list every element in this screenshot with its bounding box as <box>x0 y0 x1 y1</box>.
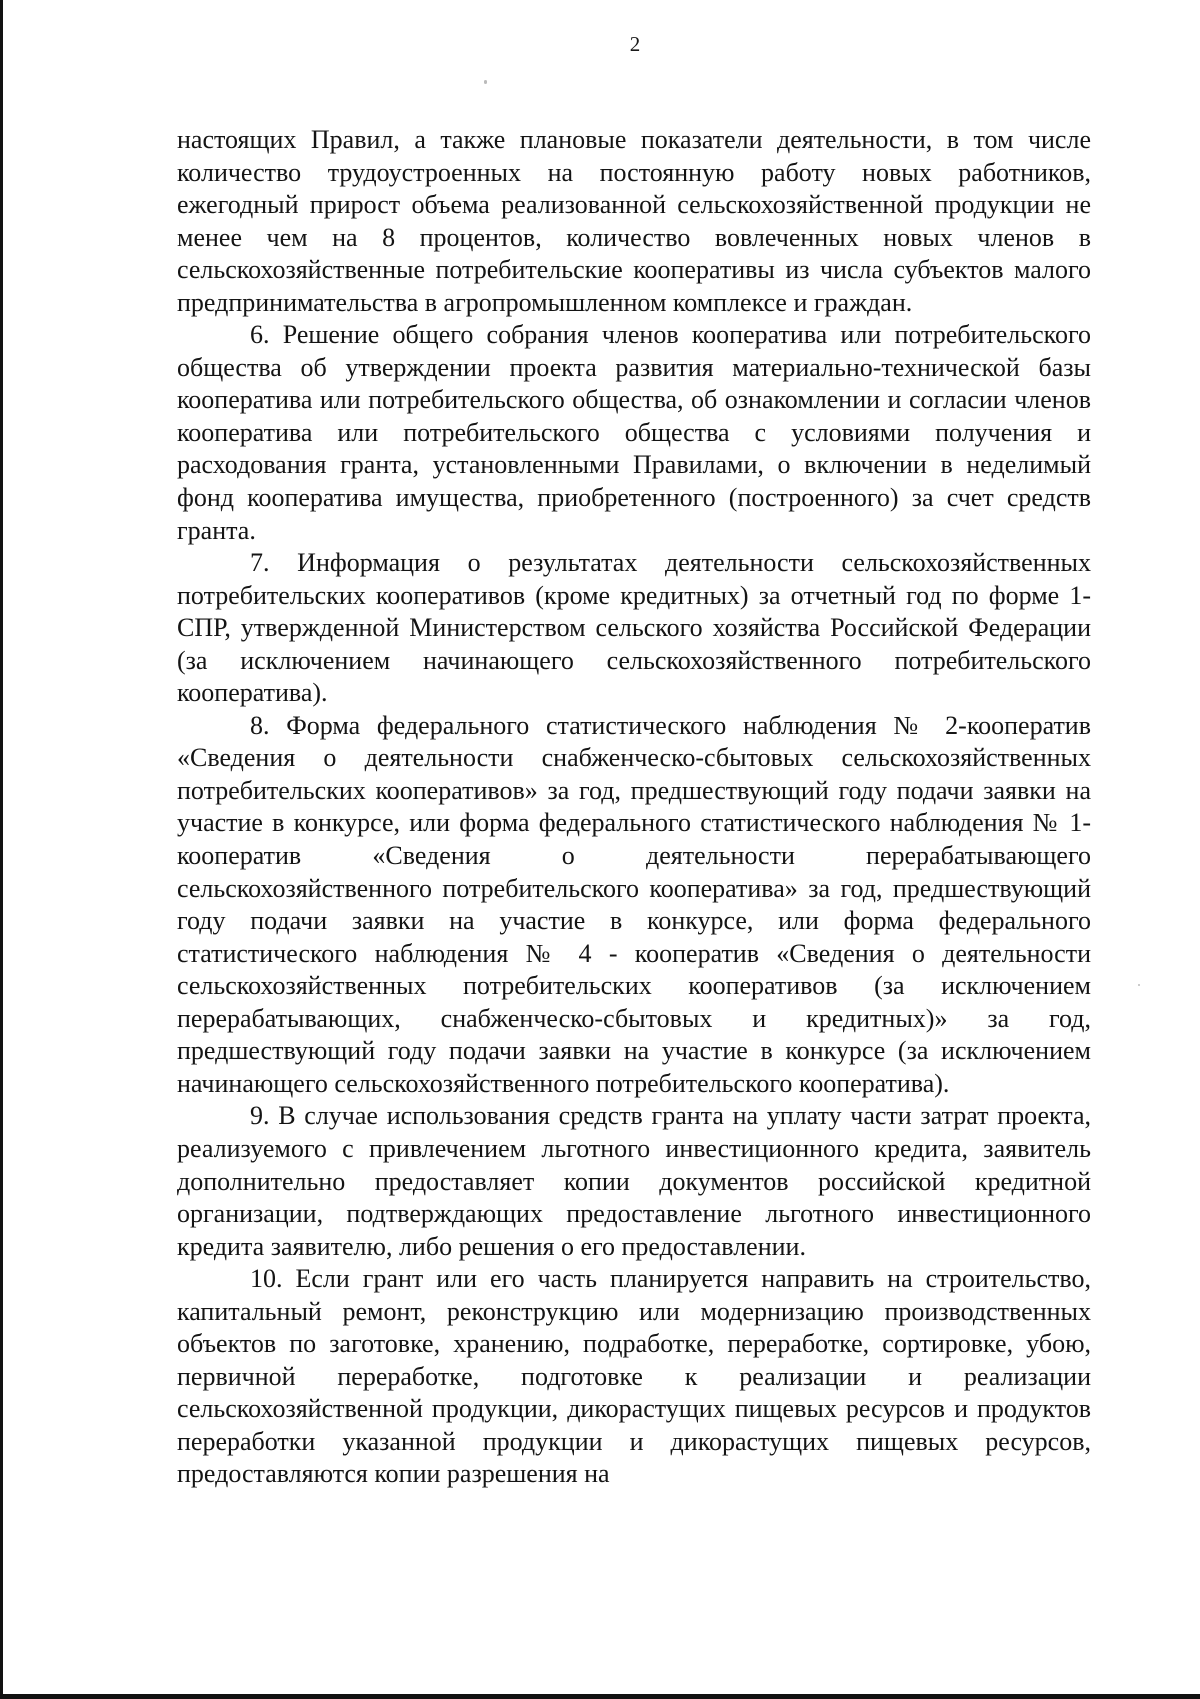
scan-edge-bottom <box>0 1694 1200 1699</box>
document-body <box>177 124 1091 1491</box>
scan-speck <box>1138 984 1140 986</box>
paragraph-item-7: 7. Информация о результатах деятельности сельскохозяйственных потребительских кооперативов (кроме кредитных) за отчетный год по форме 1-СПР, утвержденной Министерством сельского хозяйства Российской Федерации (за исключением начинающего сельскохозяйственного потребительского кооператива). <box>177 548 1091 708</box>
paragraph-item-10: 10. Если грант или его часть планируется направить на строительство, капитальный ремонт, реконструкцию или модернизацию производственных объектов по заготовке, хранению, подработке, переработке, сортировке, убою, первичной переработке, подготовке к реализации и реализации сельскохозяйственной продукции, дикорастущих пищевых ресурсов и продуктов переработки указанной продукции и дикорастущих пищевых ресурсов, предоставляются копии разрешения на <box>177 1264 1091 1489</box>
paragraph-item-9: 9. В случае использования средств гранта на уплату части затрат проекта, реализуемого с привлечением льготного инвестиционного кредита, заявитель дополнительно предоставляет копии документов российской кредитной организации, подтверждающих предоставление льготного инвестиционного кредита заявителю, либо решения о его предоставлении. <box>177 1101 1091 1261</box>
page-number: 2 <box>629 32 641 56</box>
paragraph-item-6: 6. Решение общего собрания членов кооператива или потребительского общества об утверждении проекта развития материально-технической базы кооператива или потребительского общества, об ознакомлении и согласии членов кооператива или потребительского общества с условиями получения и расходования гранта, установленными Правилами, о включении в неделимый фонд кооператива имущества, приобретенного (построенного) за счет средств гранта. <box>177 320 1091 545</box>
scan-edge-left <box>0 0 3 1699</box>
paragraph-item-8: 8. Форма федерального статистического наблюдения № 2-кооператив «Сведения о деятельности снабженческо-сбытовых сельскохозяйственных потребительских кооперативов» за год, предшествующий году подачи заявки на участие в конкурсе, или форма федерального статистического наблюдения № 1-кооператив «Сведения о деятельности перерабатывающего сельскохозяйственного потребительского кооператива» за год, предшествующий году подачи заявки на участие в конкурсе, или форма федерального статистического наблюдения № 4 - кооператив «Сведения о деятельности сельскохозяйственных потребительских кооперативов (за исключением перерабатывающих, снабженческо-сбытовых и кредитных)» за год, предшествующий году подачи заявки на участие в конкурсе (за исключением начинающего сельскохозяйственного потребительского кооператива). <box>177 710 1091 1098</box>
scan-speck <box>484 80 487 84</box>
paragraph-continuation: настоящих Правил, а также плановые показатели деятельности, в том числе количество трудоустроенных на постоянную работу новых работников, ежегодный прирост объема реализованной сельскохозяйственной продукции не менее чем на 8 процентов, количество вовлеченных новых членов в сельскохозяйственные потребительские кооперативы из числа субъектов малого предпринимательства в агропромышленном комплексе и граждан. <box>177 125 1091 317</box>
